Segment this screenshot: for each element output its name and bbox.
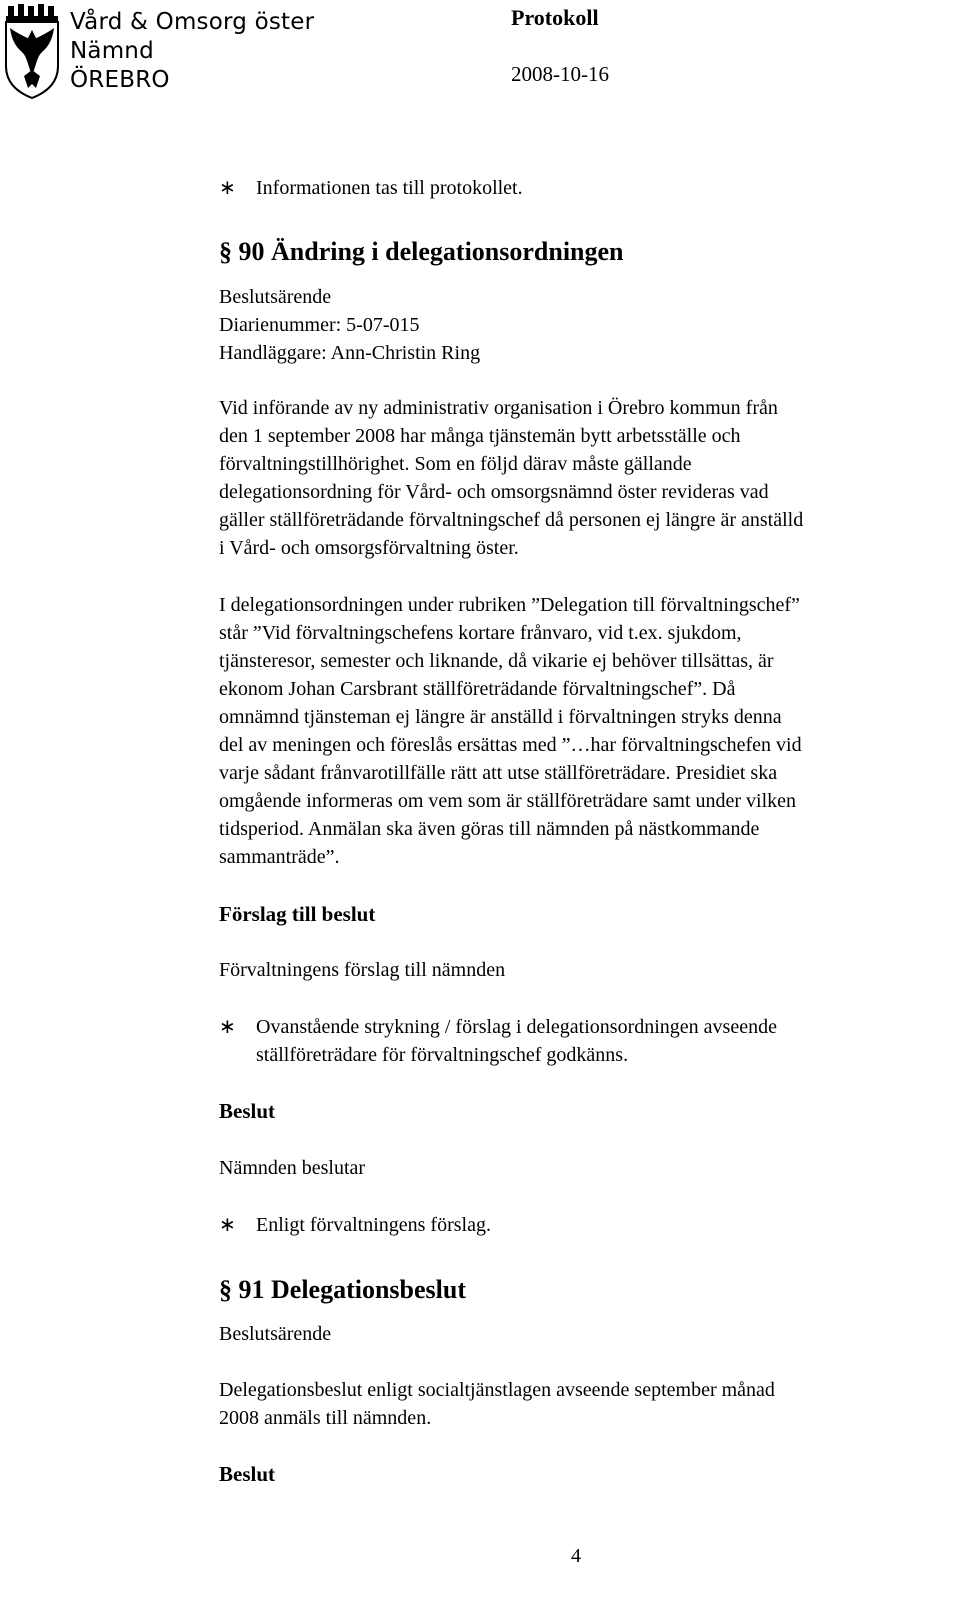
org-name-line3: ÖREBRO <box>70 67 170 93</box>
section-90-heading: § 90 Ändring i delegationsordningen <box>219 237 624 266</box>
section-91-type <box>219 1320 939 1348</box>
bullet-asterisk-icon: ∗ <box>219 1016 236 1038</box>
decision-intro-text: Nämnden beslutar <box>219 1157 366 1179</box>
bullet-line: Ovanstående strykning / förslag i delegationsordningen avseende <box>256 1016 777 1038</box>
section-90-paragraph-1 <box>219 394 939 562</box>
section-90-meta <box>219 283 939 367</box>
section-91-heading: § 91 Delegationsbeslut <box>219 1275 466 1304</box>
coat-of-arms-eagle-icon <box>2 4 62 100</box>
case-type: Beslutsärende <box>219 1323 332 1345</box>
paragraph-line: omnämnd tjänsteman ej längre är anställd i förvaltningen stryks denna <box>219 706 782 728</box>
paragraph-line: i Vård- och omsorgsförvaltning öster. <box>219 537 519 559</box>
paragraph-line: gäller ställföreträdande förvaltningschef då personen ej längre är anställd <box>219 509 804 531</box>
bullet-text <box>256 1013 777 1069</box>
paragraph-line: den 1 september 2008 har många tjänstemän bytt arbetsställe och <box>219 425 741 447</box>
diarie-number: Diarienummer: 5-07-015 <box>219 314 420 336</box>
bullet-line: ställföreträdare för förvaltningschef godkänns. <box>256 1044 629 1066</box>
bullet-asterisk-icon: ∗ <box>219 177 236 199</box>
proposal-heading: Förslag till beslut <box>219 902 376 926</box>
paragraph-line: omgående informeras om vem som är ställföreträdare samt under vilken <box>219 790 797 812</box>
paragraph-line: tidsperiod. Anmälan ska även göras till nämnden på nästkommande <box>219 818 760 840</box>
paragraph-line: tjänsteresor, semester och liknande, då vikarie ej behöver tillsättas, är <box>219 650 774 672</box>
decision-heading: Beslut <box>219 1099 276 1123</box>
paragraph-line: 2008 anmäls till nämnden. <box>219 1407 432 1429</box>
paragraph-line: varje sådant frånvarotillfälle rätt att utse ställföreträdare. Presidiet ska <box>219 762 778 784</box>
section-91-decision-heading: Beslut <box>219 1462 276 1486</box>
proposal-intro <box>219 956 939 984</box>
case-type: Beslutsärende <box>219 286 332 308</box>
paragraph-line: ekonom Johan Carsbrant ställföreträdande förvaltningschef”. Då <box>219 678 736 700</box>
page-number: 4 <box>571 1545 581 1567</box>
document-date: 2008-10-16 <box>511 62 609 86</box>
case-officer: Handläggare: Ann-Christin Ring <box>219 342 481 364</box>
paragraph-line: Delegationsbeslut enligt socialtjänstlagen avseende september månad <box>219 1379 775 1401</box>
paragraph-line: I delegationsordningen under rubriken ”Delegation till förvaltningschef” <box>219 594 800 616</box>
paragraph-line: delegationsordning för Vård- och omsorgsnämnd öster revideras vad <box>219 481 769 503</box>
paragraph-line: del av meningen och föreslås ersättas med ”…har förvaltningschefen vid <box>219 734 802 756</box>
section-91-paragraph <box>219 1376 939 1432</box>
paragraph-line: sammanträde”. <box>219 846 340 868</box>
paragraph-line: står ”Vid förvaltningschefens kortare frånvaro, vid t.ex. sjukdom, <box>219 622 742 644</box>
bullet-text: Informationen tas till protokollet. <box>256 177 523 199</box>
org-name-line1: Vård & Omsorg öster <box>70 9 315 35</box>
paragraph-line: förvaltningstillhörighet. Som en följd därav måste gällande <box>219 453 692 475</box>
org-name-line2: Nämnd <box>70 38 154 64</box>
document-type: Protokoll <box>511 5 599 30</box>
paragraph-line: Vid införande av ny administrativ organisation i Örebro kommun från <box>219 397 778 419</box>
decision-intro <box>219 1154 939 1182</box>
bullet-asterisk-icon: ∗ <box>219 1214 236 1236</box>
proposal-intro-text: Förvaltningens förslag till nämnden <box>219 959 506 981</box>
bullet-text: Enligt förvaltningens förslag. <box>256 1214 491 1236</box>
section-90-paragraph-2 <box>219 591 939 871</box>
